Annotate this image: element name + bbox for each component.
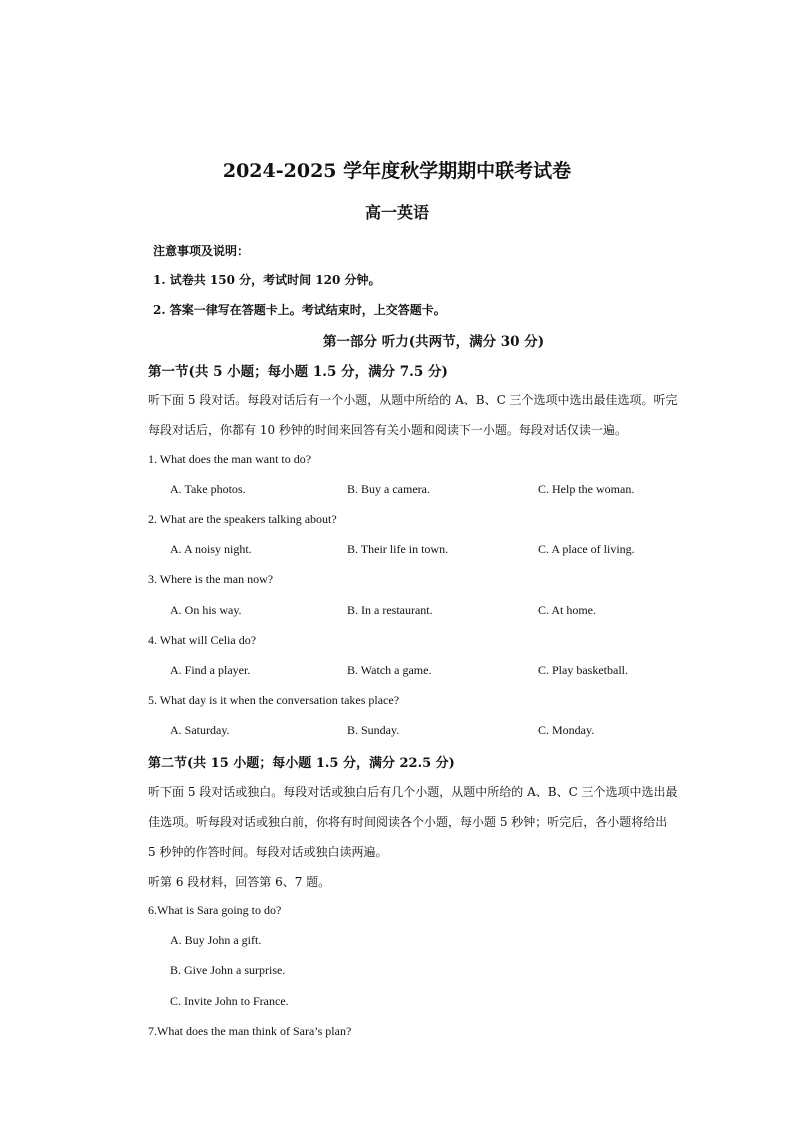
- option-a: A. Find a player.: [170, 663, 251, 677]
- page-title: 2024-2025 学年度秋学期期中联考试卷: [222, 160, 572, 182]
- section-title: 第二节(共 15 小题；每小题 1.5 分，满分 22.5 分): [148, 756, 455, 771]
- question-text: 7.What does the man think of Sara’s plan?: [148, 1024, 352, 1038]
- option-b: B. Sunday.: [347, 723, 400, 737]
- option-c: C. A place of living.: [538, 542, 635, 556]
- option-c: C. Invite John to France.: [170, 994, 289, 1008]
- option-b: B. Watch a game.: [347, 663, 432, 677]
- question-text: 1. What does the man want to do?: [148, 452, 312, 466]
- option-c: C. Help the woman.: [538, 482, 635, 496]
- notes-heading: 注意事项及说明：: [153, 244, 250, 258]
- option-a: A. Buy John a gift.: [170, 933, 262, 947]
- option-a: A. On his way.: [170, 603, 242, 617]
- option-c: C. At home.: [538, 603, 597, 617]
- subject-title: 高一英语: [364, 203, 429, 222]
- question-text: 4. What will Celia do?: [148, 633, 257, 647]
- option-b: B. Buy a camera.: [347, 482, 430, 496]
- option-b: B. In a restaurant.: [347, 603, 433, 617]
- note-item-2: 2. 答案一律写在答题卡上。考试结束时，上交答题卡。: [153, 303, 446, 317]
- option-a: A. Saturday.: [170, 723, 230, 737]
- note-item-1: 1. 试卷共 150 分，考试时间 120 分钟。: [153, 273, 381, 287]
- part-title: 第一部分 听力(共两节，满分 30 分): [323, 334, 545, 350]
- question-text: 5. What day is it when the conversation takes place?: [148, 693, 400, 707]
- instruction-line: 佳选项。听每段对话或独白前，你将有时间阅读各个小题，每小题 5 秒钟；听完后，各小题将给出: [148, 815, 668, 829]
- instruction-line: 每段对话后，你都有 10 秒钟的时间来回答有关小题和阅读下一小题。每段对话仅读一遍。: [148, 423, 627, 437]
- option-b: B. Their life in town.: [347, 542, 449, 556]
- question-text: 6.What is Sara going to do?: [148, 903, 282, 917]
- option-a: A. A noisy night.: [170, 542, 252, 556]
- question-text: 3. Where is the man now?: [148, 572, 274, 586]
- option-c: C. Play basketball.: [538, 663, 628, 677]
- option-a: A. Take photos.: [170, 482, 246, 496]
- section-title: 第一节(共 5 小题；每小题 1.5 分，满分 7.5 分): [148, 364, 448, 380]
- instruction-line: 5 秒钟的作答时间。每段对话或独白读两遍。: [148, 845, 388, 859]
- instruction-line: 听下面 5 段对话或独白。每段对话或独白后有几个小题，从题中所给的 A、B、C 三个选项中选出最: [148, 785, 678, 799]
- instruction-line: 听下面 5 段对话。每段对话后有一个小题，从题中所给的 A、B、C 三个选项中选出最佳选项。听完: [148, 393, 678, 407]
- option-c: C. Monday.: [538, 723, 595, 737]
- question-text: 2. What are the speakers talking about?: [148, 512, 337, 526]
- material-note: 听第 6 段材料，回答第 6、7 题。: [148, 875, 331, 889]
- option-b: B. Give John a surprise.: [170, 963, 286, 977]
